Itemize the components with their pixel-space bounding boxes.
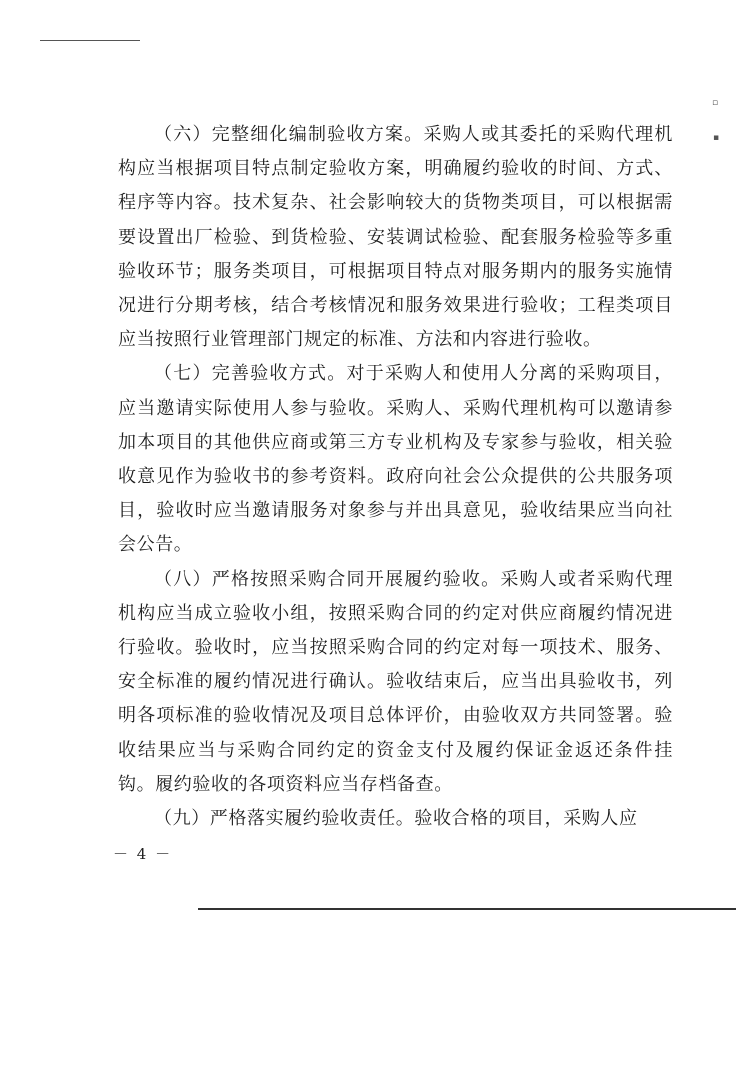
document-body — [118, 118, 673, 836]
scan-speck: ▪ — [713, 133, 720, 143]
footer-rule — [198, 908, 736, 910]
paragraph-8: （八）严格按照采购合同开展履约验收。采购人或者采购代理机构应当成立验收小组，按照采购合同的约定对供应商履约情况进行验收。验收时，应当按照采购合同的约定对每一项技术、服务、安全标准的履约情况进行确认。验收结束后，应当出具验收书，列明各项标准的验收情况及项目总体评价，由验收双方共同签署。验收结果应当与采购合同约定的资金支付及履约保证金返还条件挂钩。履约验收的各项资料应当存档备查。 — [118, 568, 673, 795]
paragraph-7: （七）完善验收方式。对于采购人和使用人分离的采购项目，应当邀请实际使用人参与验收。采购人、采购代理机构可以邀请参加本项目的其他供应商或第三方专业机构及专家参与验收，相关验收意见作为验收书的参考资料。政府向社会公众提供的公共服务项目，验收时应当邀请服务对象参与并出具意见，验收结果应当向社会公告。 — [118, 363, 673, 556]
scan-speck: ▫ — [712, 98, 719, 108]
paragraph-6: （六）完整细化编制验收方案。采购人或其委托的采购代理机构应当根据项目特点制定验收方案，明确履约验收的时间、方式、程序等内容。技术复杂、社会影响较大的货物类项目，可以根据需要设置出厂检验、到货检验、安装调试检验、配套服务检验等多重验收环节；服务类项目，可根据项目特点对服务期内的服务实施情况进行分期考核，结合考核情况和服务效果进行验收；工程类项目应当按照行业管理部门规定的标准、方法和内容进行验收。 — [118, 124, 673, 351]
paragraph-9: （九）严格落实履约验收责任。验收合格的项目，采购人应 — [154, 808, 638, 830]
top-scan-dash — [40, 40, 140, 41]
page-number: － 4 － — [113, 845, 173, 863]
